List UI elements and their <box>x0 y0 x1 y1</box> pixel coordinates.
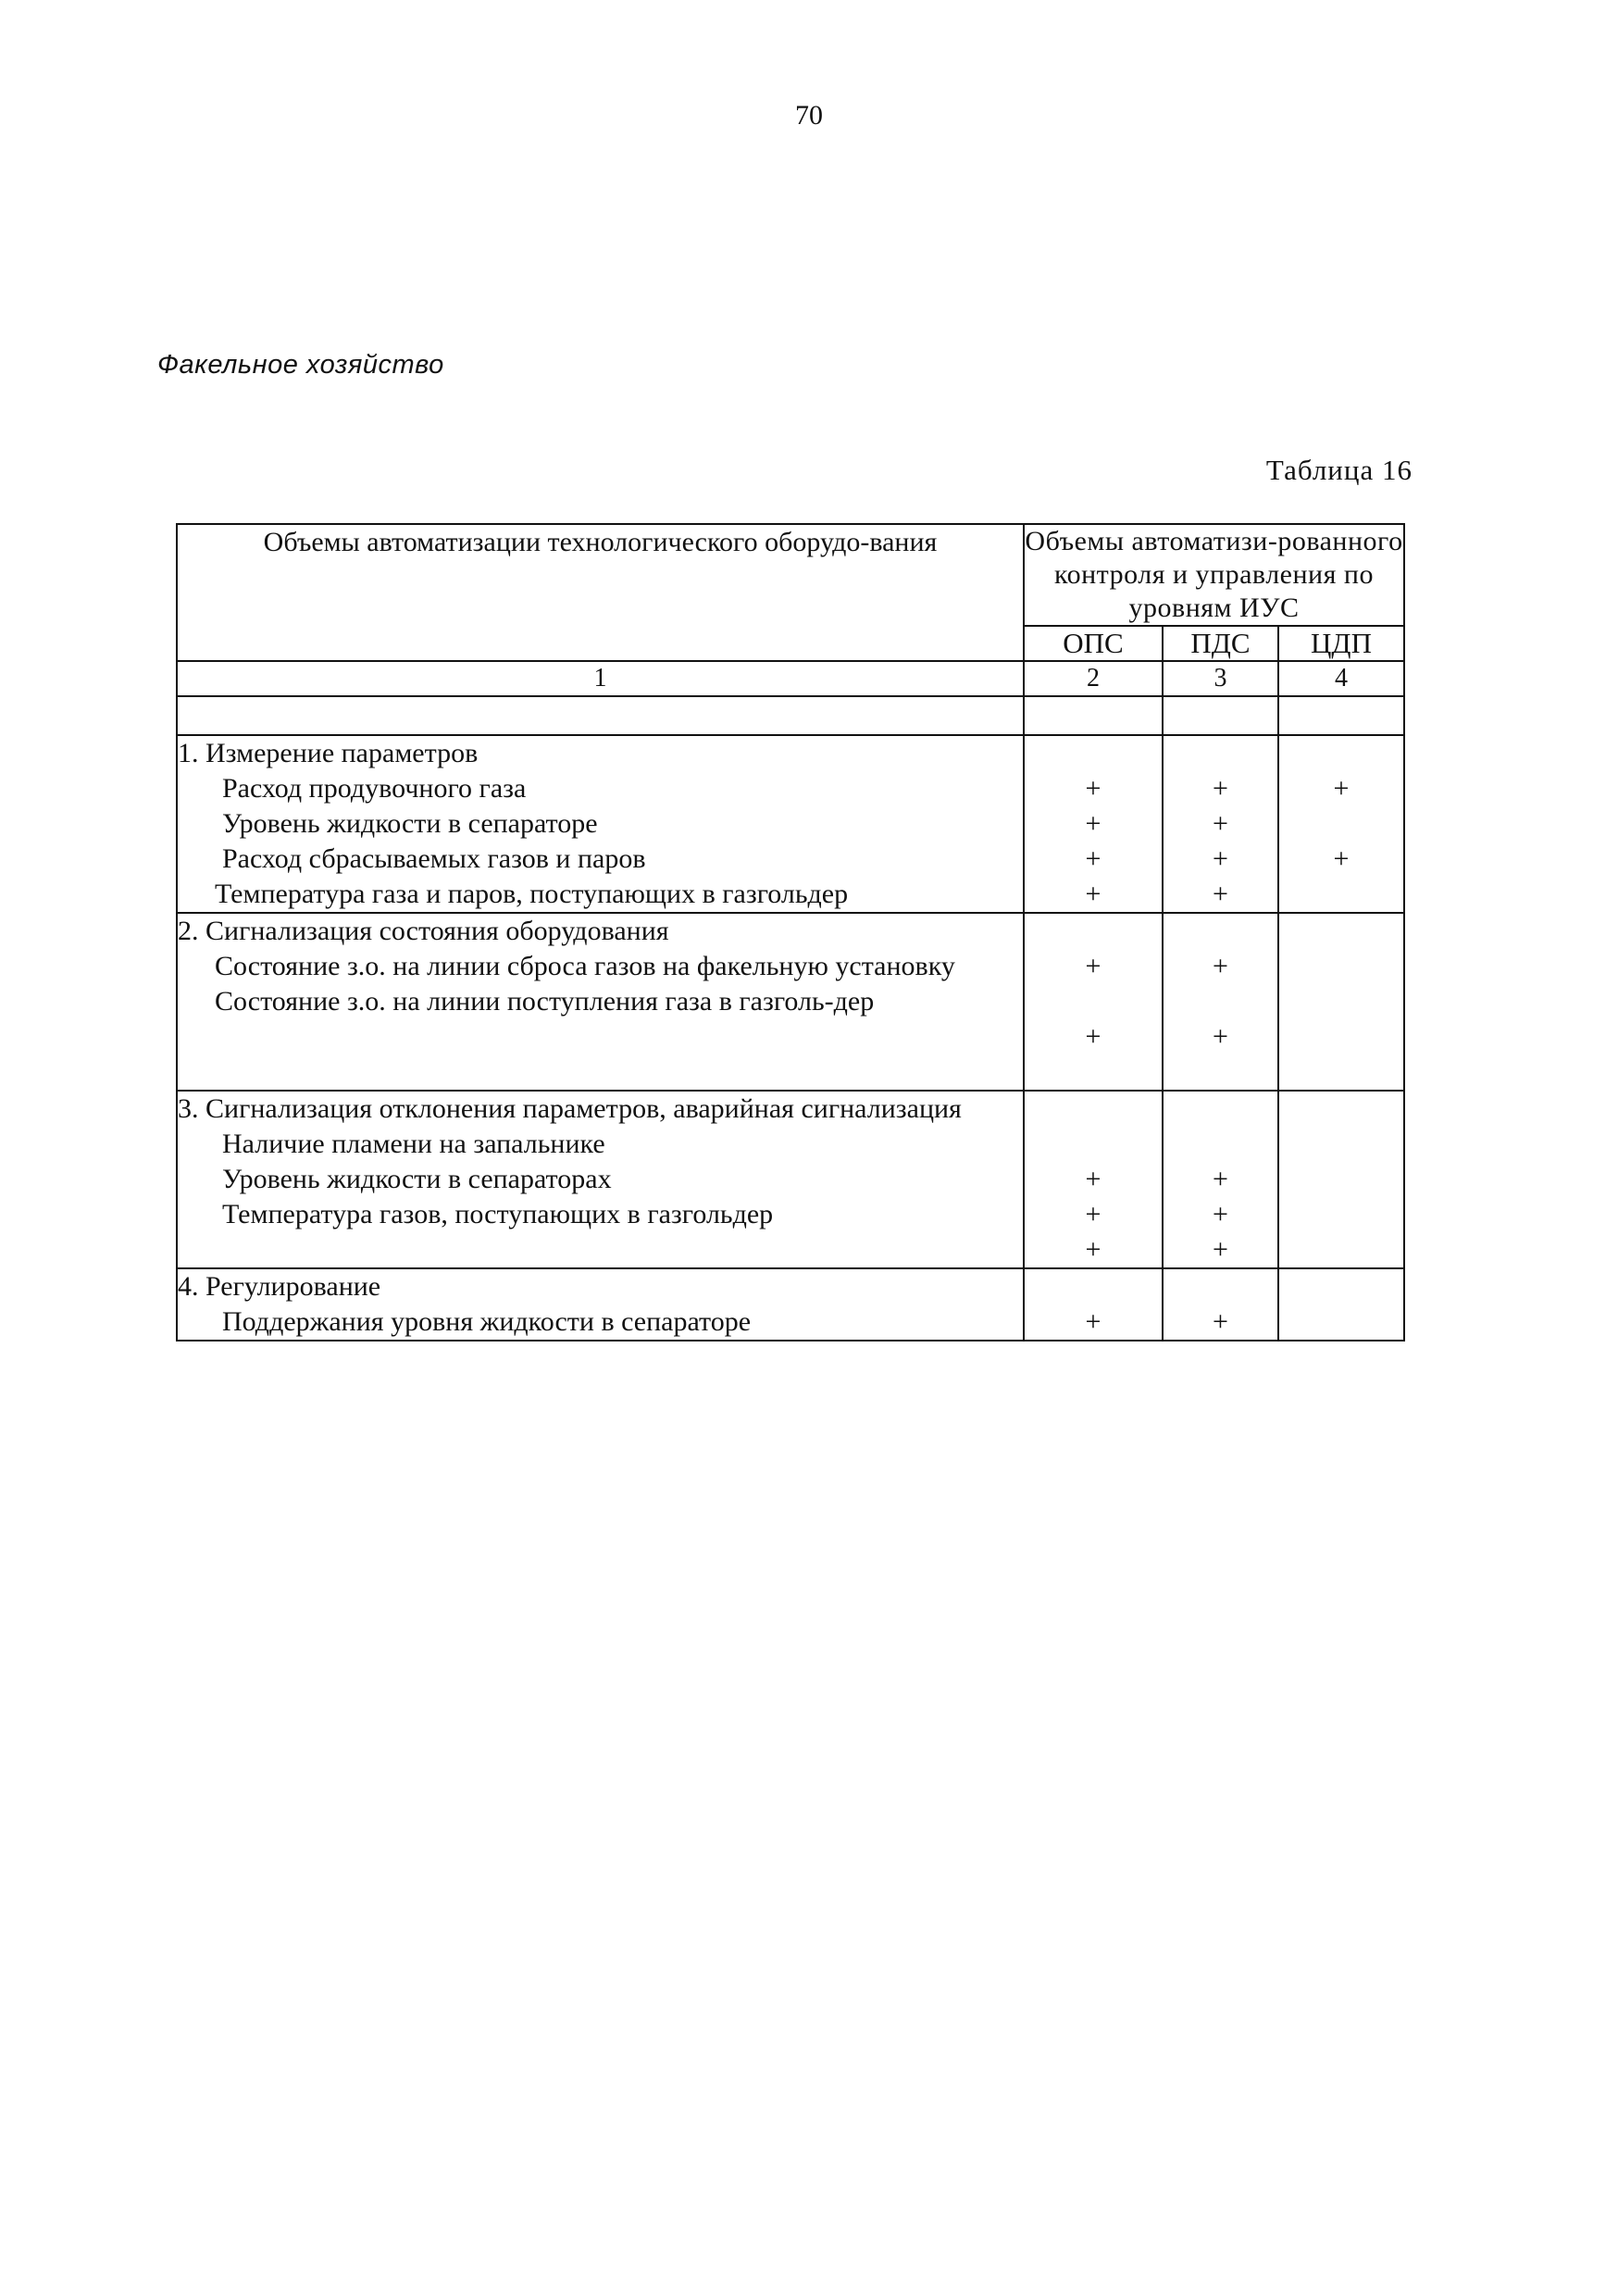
list-item: Температура газов, поступающих в газгольдер <box>222 1199 774 1229</box>
mark: + <box>1085 773 1101 804</box>
table-group <box>177 913 1404 1091</box>
list-item: Состояние з.о. на линии поступления газа в газголь-дер <box>215 986 875 1017</box>
table-caption: Таблица 16 <box>1265 454 1413 486</box>
mark: + <box>1333 843 1350 874</box>
mark: + <box>1213 879 1228 909</box>
column-number: 3 <box>1163 661 1278 696</box>
mark: + <box>1085 879 1101 909</box>
mark: + <box>1085 1021 1101 1052</box>
blank-cell <box>1024 696 1163 735</box>
mark <box>1279 1232 1403 1267</box>
mark: + <box>1213 843 1228 874</box>
mark <box>1279 1304 1403 1340</box>
mark <box>1279 877 1403 912</box>
mark: + <box>1213 808 1228 839</box>
column-number: 2 <box>1024 661 1163 696</box>
mark: + <box>1333 773 1350 804</box>
header-row <box>177 524 1404 626</box>
page-number: 70 <box>795 100 823 131</box>
pds-marks <box>1163 913 1278 1091</box>
ops-marks <box>1024 1091 1163 1268</box>
mark <box>1279 1197 1403 1232</box>
mark <box>1279 806 1403 842</box>
list-item: Наличие пламени на запальнике <box>222 1129 605 1159</box>
mark: + <box>1213 951 1228 981</box>
header-equipment: Объемы автоматизации технологического оборудо-вания <box>177 524 1024 661</box>
mark: + <box>1213 1164 1228 1194</box>
cdp-marks <box>1278 1091 1404 1268</box>
column-number: 4 <box>1278 661 1404 696</box>
mark: + <box>1085 951 1101 981</box>
list-item: Состояние з.о. на линии сброса газов на факельную установку <box>215 951 955 981</box>
section-title: Факельное хозяйство <box>157 350 444 380</box>
mark <box>1279 1162 1403 1197</box>
blank-row <box>177 696 1404 735</box>
mark: + <box>1213 1021 1228 1052</box>
table-group <box>177 735 1404 913</box>
header-volumes: Объемы автоматизи-рованного контроля и управления по уровням ИУС <box>1024 524 1404 626</box>
mark: + <box>1213 773 1228 804</box>
blank-cell <box>1163 696 1278 735</box>
mark: + <box>1085 808 1101 839</box>
mark: + <box>1085 1199 1101 1229</box>
group-cell <box>177 1091 1024 1268</box>
mark: + <box>1085 1164 1101 1194</box>
pds-marks <box>1163 1091 1278 1268</box>
list-item: Расход сбрасываемых газов и паров <box>222 843 646 874</box>
mark: + <box>1213 1199 1228 1229</box>
mark <box>1279 1019 1403 1090</box>
group-cell <box>177 735 1024 913</box>
group-title: 3. Сигнализация отклонения параметров, аварийная сигнализация <box>178 1093 962 1124</box>
pds-marks <box>1163 1268 1278 1341</box>
mark: + <box>1085 843 1101 874</box>
cdp-marks <box>1278 735 1404 913</box>
blank-cell <box>1278 696 1404 735</box>
level-cdp: ЦДП <box>1278 626 1404 661</box>
mark: + <box>1085 1234 1101 1265</box>
group-title: 1. Измерение параметров <box>178 738 479 768</box>
pds-marks <box>1163 735 1278 913</box>
mark: + <box>1213 1234 1228 1265</box>
list-item: Уровень жидкости в сепараторах <box>222 1164 612 1194</box>
group-cell <box>177 913 1024 1091</box>
group-title: 2. Сигнализация состояния оборудования <box>178 916 669 946</box>
mark: + <box>1213 1306 1228 1337</box>
column-numbers-row <box>177 661 1404 696</box>
list-item: Уровень жидкости в сепараторе <box>222 808 598 839</box>
table-group <box>177 1268 1404 1341</box>
table-group <box>177 1091 1404 1268</box>
automation-table <box>176 523 1405 1341</box>
level-ops: ОПС <box>1024 626 1163 661</box>
blank-cell <box>177 696 1024 735</box>
column-number: 1 <box>177 661 1024 696</box>
level-pds: ПДС <box>1163 626 1278 661</box>
ops-marks <box>1024 1268 1163 1341</box>
mark <box>1279 949 1403 1019</box>
group-cell <box>177 1268 1024 1341</box>
list-item: Расход продувочного газа <box>222 773 527 804</box>
cdp-marks <box>1278 913 1404 1091</box>
ops-marks <box>1024 913 1163 1091</box>
ops-marks <box>1024 735 1163 913</box>
list-item: Температура газа и паров, поступающих в газгольдер <box>215 879 849 909</box>
group-title: 4. Регулирование <box>178 1271 381 1302</box>
mark: + <box>1085 1306 1101 1337</box>
cdp-marks <box>1278 1268 1404 1341</box>
list-item: Поддержания уровня жидкости в сепараторе <box>222 1306 752 1337</box>
